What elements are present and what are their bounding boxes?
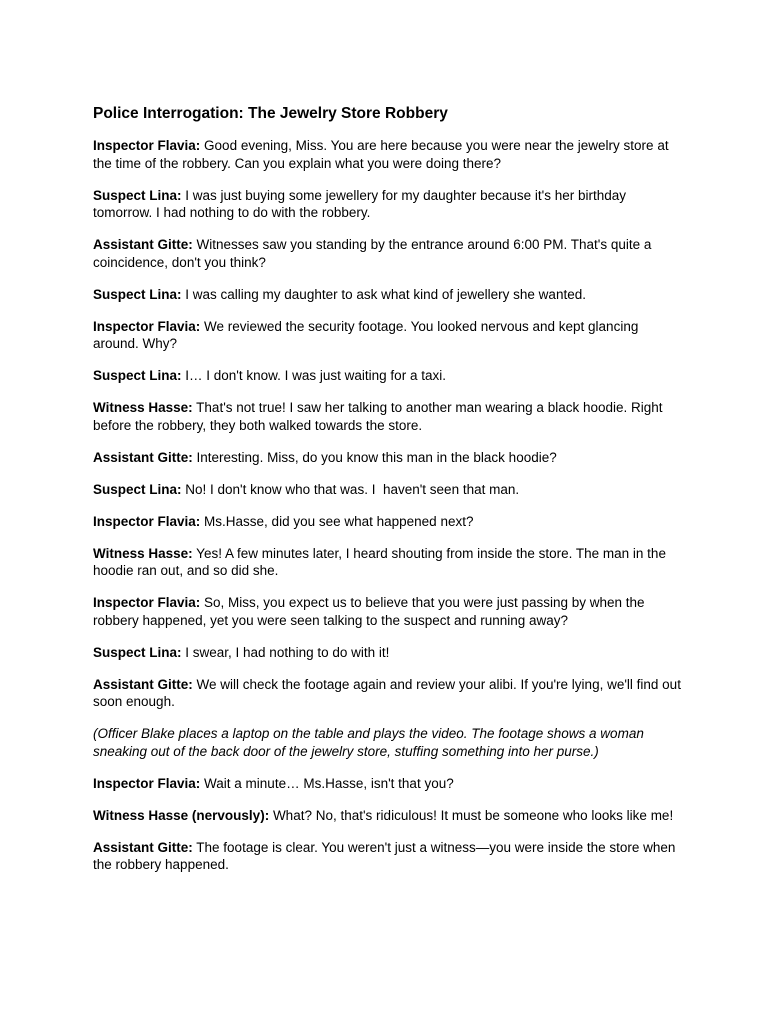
dialogue-text: No! I don't know who that was. I haven't seen that man. xyxy=(181,481,520,497)
dialogue-line xyxy=(93,676,683,711)
speaker-name: Suspect Lina: xyxy=(93,481,182,497)
dialogue-text: I was just buying some jewellery for my daughter because it's her birthday tomorrow. I had nothing to do with the robbery. xyxy=(93,187,627,220)
speaker-name: Suspect Lina: xyxy=(93,286,182,302)
speaker-name: Suspect Lina: xyxy=(93,368,182,383)
dialogue-text: Witnesses saw you standing by the entrance around 6:00 PM. That's quite a coincidence, don't you think? xyxy=(93,237,652,270)
document-title: Police Interrogation: The Jewelry Store Robbery xyxy=(93,105,448,122)
dialogue-line xyxy=(93,481,683,499)
dialogue-line xyxy=(93,318,683,353)
dialogue-line xyxy=(93,839,683,874)
dialogue-line xyxy=(93,449,683,467)
dialogue-text: That's not true! I saw her talking to another man wearing a black hoodie. Right before the robbery, they both walked towards the store. xyxy=(93,400,663,433)
dialogue-text: Good evening, Miss. You are here because you were near the jewelry store at the time of the robbery. Can you explain what you were doing there? xyxy=(93,138,669,171)
speaker-name: Witness Hasse: xyxy=(93,545,193,561)
speaker-name: Inspector Flavia: xyxy=(93,513,201,529)
speaker-name: Assistant Gitte: xyxy=(93,676,193,692)
dialogue-line xyxy=(93,807,683,825)
speaker-name: Inspector Flavia: xyxy=(93,318,201,334)
dialogue-line xyxy=(93,399,683,434)
dialogue-line xyxy=(93,594,683,629)
stage-direction: (Officer Blake places a laptop on the table and plays the video. The footage shows a woman sneaking out of the back door of the jewelry store, stuffing something into her purse.) xyxy=(93,726,644,759)
speaker-name: Assistant Gitte: xyxy=(93,449,193,465)
dialogue-text: Yes! A few minutes later, I heard shouting from inside the store. The man in the hoodie ran out, and so did she. xyxy=(93,545,666,578)
speaker-name: Suspect Lina: xyxy=(93,187,182,203)
dialogue-text: I swear, I had nothing to do with it! xyxy=(181,644,390,660)
dialogue-text: So, Miss, you expect us to believe that you were just passing by when the robbery happened, yet you were seen talking to the suspect and running away? xyxy=(93,595,645,628)
dialogue-text: Ms.Hasse, did you see what happened next? xyxy=(200,513,474,529)
dialogue-line xyxy=(93,236,683,271)
speaker-name: Witness Hasse (nervously): xyxy=(93,807,270,823)
dialogue-text: Interesting. Miss, do you know this man in the black hoodie? xyxy=(192,449,557,465)
speaker-name: Assistant Gitte: xyxy=(93,237,193,252)
dialogue-text: Wait a minute… Ms.Hasse, isn't that you? xyxy=(200,775,454,791)
dialogue-line xyxy=(93,513,683,531)
dialogue-text: What? No, that's ridiculous! It must be someone who looks like me! xyxy=(269,807,674,823)
dialogue-line xyxy=(93,644,683,662)
dialogue-text: We will check the footage again and review your alibi. If you're lying, we'll find out soon enough. xyxy=(93,676,681,709)
document-page xyxy=(93,104,683,888)
speaker-name: Inspector Flavia: xyxy=(93,138,201,153)
dialogue-text: The footage is clear. You weren't just a witness—you were inside the store when the robbery happened. xyxy=(93,839,676,872)
speaker-name: Suspect Lina: xyxy=(93,644,182,660)
dialogue-line xyxy=(93,286,683,304)
speaker-name: Inspector Flavia: xyxy=(93,595,201,610)
dialogue-line xyxy=(93,187,683,222)
speaker-name: Witness Hasse: xyxy=(93,400,193,415)
dialogue-text: We reviewed the security footage. You looked nervous and kept glancing around. Why? xyxy=(93,318,639,351)
dialogue-line xyxy=(93,137,683,172)
dialogue-line xyxy=(93,545,683,580)
dialogue-text: I was calling my daughter to ask what kind of jewellery she wanted. xyxy=(181,286,586,302)
speaker-name: Inspector Flavia: xyxy=(93,775,201,791)
dialogue-text: I… I don't know. I was just waiting for a taxi. xyxy=(181,368,446,383)
dialogue-line xyxy=(93,775,683,793)
speaker-name: Assistant Gitte: xyxy=(93,839,193,855)
dialogue-line xyxy=(93,367,683,385)
